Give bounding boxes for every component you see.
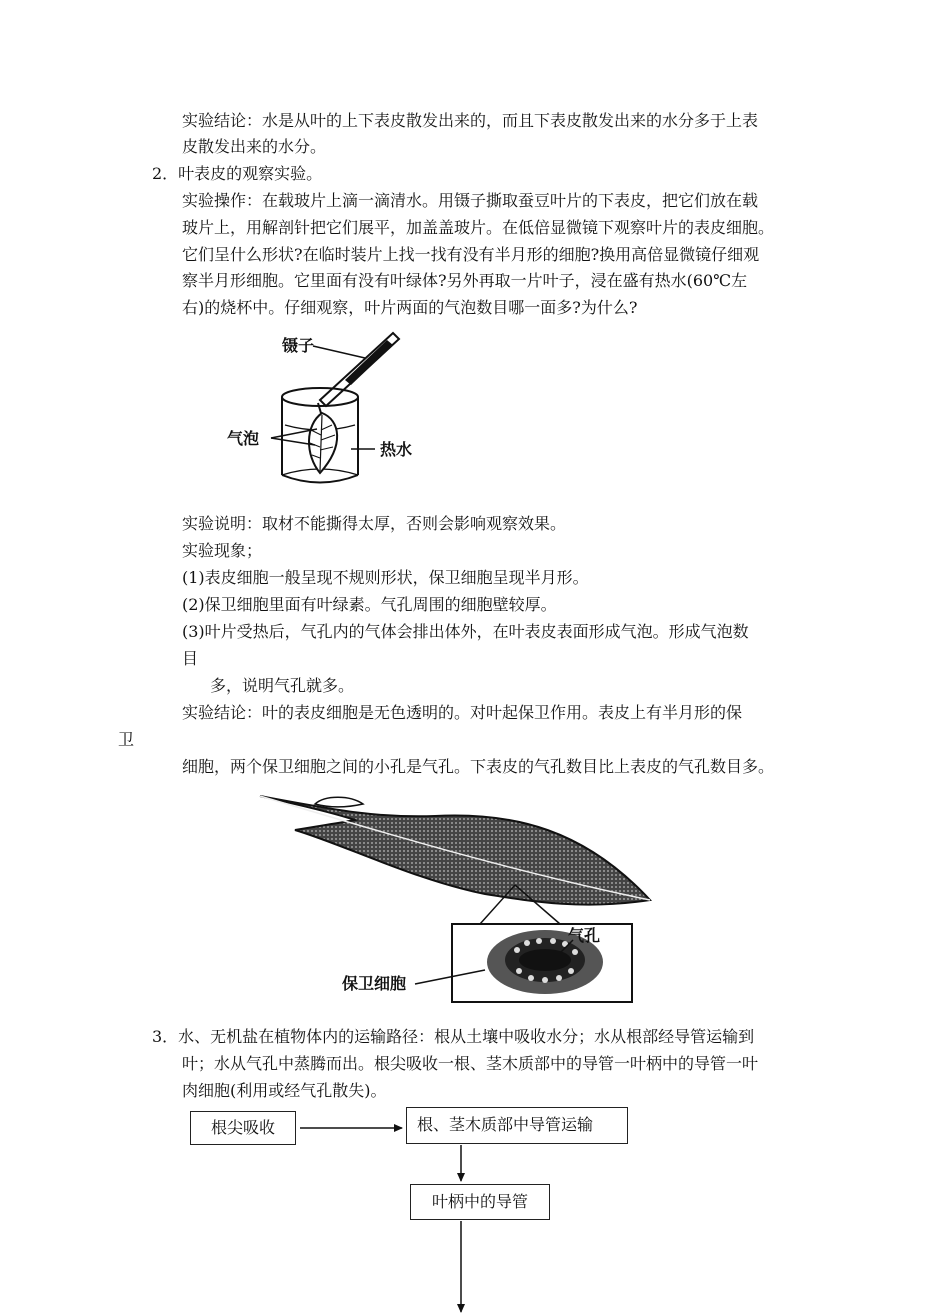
operation-line-2: 玻片上，用解剖针把它们展平，加盖盖玻片。在低倍显微镜下观察叶片的表皮细胞。 xyxy=(182,218,775,237)
leaf-icon xyxy=(260,796,650,905)
phenomenon-3-cont: 多，说明气孔就多。 xyxy=(210,676,355,695)
phenomenon-3-wrap: 目 xyxy=(182,649,199,668)
section-2-heading: 2．叶表皮的观察实验。 xyxy=(152,164,323,183)
phenomenon-2: (2)保卫细胞里面有叶绿素。气孔周围的细胞壁较厚。 xyxy=(182,595,557,614)
flow-box-xylem: 根、茎木质部中导管运输 xyxy=(406,1107,628,1144)
stoma-label: 气孔 xyxy=(568,926,601,945)
bubbles-label: 气泡 xyxy=(227,429,260,448)
conclusion-line-2: 皮散发出来的水分。 xyxy=(182,137,327,156)
phenomena-heading: 实验现象； xyxy=(182,541,263,560)
hot-water-label: 热水 xyxy=(380,440,413,459)
beaker-figure xyxy=(225,325,465,505)
operation-line-1: 实验操作：在载玻片上滴一滴清水。用镊子撕取蚕豆叶片的下表皮，把它们放在载 xyxy=(182,191,759,210)
leaf-stoma-illustration xyxy=(255,790,665,1005)
conclusion-line-1: 实验结论：水是从叶的上下表皮散发出来的，而且下表皮散发出来的水分多于上表 xyxy=(182,111,759,130)
conclusion-2-wrap: 卫 xyxy=(118,730,135,749)
phenomenon-3: (3)叶片受热后，气孔内的气体会排出体外，在叶表皮表面形成气泡。形成气泡数 xyxy=(182,622,749,641)
leaf-stoma-figure xyxy=(255,790,665,1005)
conclusion-2-line-2: 细胞，两个保卫细胞之间的小孔是气孔。下表皮的气孔数目比上表皮的气孔数目多。 xyxy=(182,757,775,776)
beaker-illustration xyxy=(225,325,465,505)
section-3-line-3: 肉细胞(利用或经气孔散失)。 xyxy=(182,1081,387,1100)
operation-line-5: 右)的烧杯中。仔细观察，叶片两面的气泡数目哪一面多?为什么? xyxy=(182,298,638,317)
section-3-line-2: 叶；水从气孔中蒸腾而出。根尖吸收一根、茎木质部中的导管一叶柄中的导管一叶 xyxy=(182,1054,759,1073)
operation-line-3: 它们呈什么形状?在临时装片上找一找有没有半月形的细胞?换用高倍显微镜仔细观 xyxy=(182,245,760,264)
flow-arrows xyxy=(0,1000,950,1316)
tweezers-label: 镊子 xyxy=(282,336,315,355)
experiment-note: 实验说明：取材不能撕得太厚，否则会影响观察效果。 xyxy=(182,514,567,533)
phenomenon-1: (1)表皮细胞一般呈现不规则形状，保卫细胞呈现半月形。 xyxy=(182,568,589,587)
flow-box-root-tip: 根尖吸收 xyxy=(190,1111,296,1145)
section-3-line-1: 3．水、无机盐在植物体内的运输路径：根从土壤中吸收水分；水从根部经导管运输到 xyxy=(152,1027,755,1046)
conclusion-2-line-1: 实验结论：叶的表皮细胞是无色透明的。对叶起保卫作用。表皮上有半月形的保 xyxy=(182,703,743,722)
guard-cell-label: 保卫细胞 xyxy=(342,974,407,993)
flow-box-petiole: 叶柄中的导管 xyxy=(410,1184,550,1220)
operation-line-4: 察半月形细胞。它里面有没有叶绿体?另外再取一片叶子，浸在盛有热水(60℃左 xyxy=(182,271,748,290)
leaf-icon xyxy=(309,413,337,473)
